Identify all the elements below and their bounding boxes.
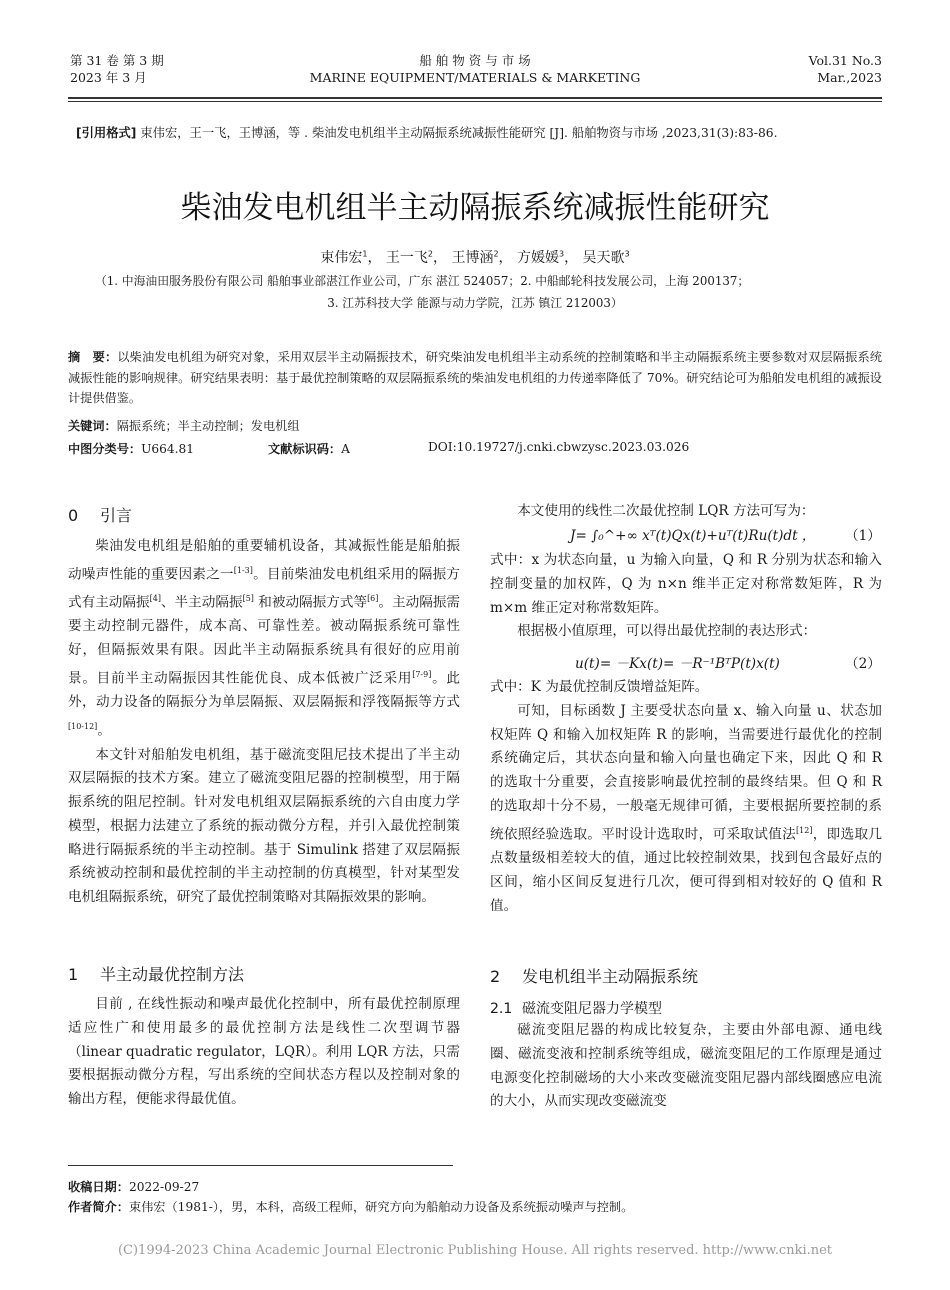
text-run: 。主动隔振需要主动控制元器件，成本高、可靠性差。被动隔振系统可靠性好，但隔振效果有限。因此半主动隔振系统具有很好的应用前景。目前半主动隔振因其性能优良、成本低被广泛采用 xyxy=(68,594,461,687)
citation-format xyxy=(76,123,886,141)
paragraph: 磁流变阻尼器的构成比较复杂，主要由外部电源、通电线圈、磁流变液和控制系统等组成，磁流变阻尼的工作原理是通过电源变化控制磁场的大小来改变磁流变阻尼器内部线圈感应电流的大小，从而实现改变磁流变 xyxy=(490,1022,882,1110)
footnote-rule xyxy=(68,1165,453,1166)
intro-body xyxy=(68,535,460,910)
document-code-label: 文献标识码： xyxy=(268,442,342,456)
author: 王博涵 xyxy=(451,250,494,266)
doi: DOI:10.19727/j.cnki.cbwzysc.2023.03.026 xyxy=(428,440,690,454)
classification-value: U664.81 xyxy=(141,442,195,456)
header-rule-thick xyxy=(68,97,882,99)
received-label: 收稿日期： xyxy=(68,1180,129,1194)
reference: [5] xyxy=(242,594,254,604)
keywords xyxy=(68,417,300,434)
paragraph: 式中：x 为状态向量，u 为输入向量，Q 和 R 分别为状态和输入控制变量的加权阵，Q 为 n×n 维半正定对称常数矩阵，R 为 m×m 维正定对称常数矩阵。 xyxy=(490,552,882,616)
abstract-label: 摘 要： xyxy=(68,350,118,364)
section-number: 0 xyxy=(68,506,79,525)
journal-volume-en xyxy=(809,52,882,86)
section-number: 2.1 xyxy=(490,1001,513,1017)
equation-1: J= ∫₀^+∞ xᵀ(t)Qx(t)+uᵀ(t)Ru(t)dt ， xyxy=(570,528,816,544)
author: 王一飞 xyxy=(385,250,428,266)
author: 方媛媛 xyxy=(517,250,559,266)
affiliation-line-1: （1. 中海油田服务股份有限公司 船舶事业部湛江作业公司，广东 湛江 524057；2. 中船邮轮科技发展公司，上海 200137； xyxy=(95,274,750,288)
text-run: 。此外，动力设备的隔振分为单层隔振、双层隔振和浮筏隔振等方式 xyxy=(68,670,461,711)
equation-2-number: （2） xyxy=(845,656,881,672)
eq1-explanation xyxy=(490,549,882,644)
text-run: 可知，目标函数 J 主要受状态向量 x、输入向量 u、状态加权矩阵 Q 和输入加权矩阵 R 的影响，当需要进行最优化的控制系统确定后，其状态向量和输入向量也确定下来，因此 Q 和 R 的选取十分重要，会直接影响最优控制的最终结果。但 Q 和 R 的选取却十分不易，一般毫无规律可循，主要根据所要控制的系统依照经验选取。平时设计选取时，可采取试值法 xyxy=(490,702,882,843)
section-heading-0 xyxy=(68,503,132,526)
author-bio xyxy=(68,1198,633,1215)
classification-label: 中图分类号： xyxy=(68,442,142,456)
author-bio-label: 作者简介： xyxy=(68,1200,129,1214)
journal-name-cn: 船 舶 物 资 与 市 场 xyxy=(419,53,531,68)
reference: [10-12] xyxy=(68,722,98,732)
paragraph: 本文针对船舶发电机组，基于磁流变阻尼技术提出了半主动双层隔振的技术方案。建立了磁流变阻尼器的控制模型，用于隔振系统的阻尼控制。针对发电机组双层隔振系统的六自由度力学模型，根据力法建立了系统的振动微分方程，并引入最优控制策略进行隔振系统的半主动控制。基于 Simulink 搭建了双层隔振系统被动控制和最优控制的半主动控制的仿真模型，针对某型发电机组隔振系统，研究了最优控制策略对其隔振效果的影响。 xyxy=(68,746,460,906)
received-date xyxy=(68,1178,199,1195)
journal-volume xyxy=(70,52,164,86)
header-rule-thin xyxy=(68,101,882,102)
equation-2: u(t)= －Kx(t)= －R⁻¹BᵀP(t)x(t) xyxy=(575,656,780,672)
reference: [7-9] xyxy=(412,670,432,680)
issue-date-en: Mar.,2023 xyxy=(817,70,882,85)
author-list: 束伟宏$^1$， 王一飞$^2$， 王博涵$^2$， 方媛媛$^3$， 吴天歌$^3$ xyxy=(320,249,630,266)
affiliation-line-2: 3. 江苏科技大学 能源与动力学院，江苏 镇江 212003） xyxy=(327,296,623,310)
author: 吴天歌 xyxy=(582,250,625,266)
author: 束伟宏 xyxy=(320,250,363,266)
equation-1-number: （1） xyxy=(845,528,881,544)
abstract xyxy=(68,347,882,409)
paragraph: 目前 , 在线性振动和噪声最优化控制中，所有最优控制原理适应性广和使用最多的最优控制方法是线性二次型调节器（linear quadratic regulator，LQR）。利用 LQR 方法，只需要根据振动微分方程，写出系统的空间状态方程以及控制对象的输出方程，便能求得最优值。 xyxy=(68,996,460,1108)
text-run: 和被动隔振方式等 xyxy=(253,594,368,611)
reference: [6] xyxy=(367,594,379,604)
volume-issue-en: Vol.31 No.3 xyxy=(808,53,882,68)
section-2-1-body xyxy=(490,1019,882,1114)
document-code-value: A xyxy=(341,442,350,456)
journal-name-en: MARINE EQUIPMENT/MATERIALS & MARKETING xyxy=(309,70,641,85)
text-run: 。 xyxy=(97,722,111,739)
section-heading-2 xyxy=(490,964,698,987)
paper-title: 柴油发电机组半主动隔振系统减振性能研究 xyxy=(180,190,770,226)
author-bio-text: 束伟宏（1981-），男，本科，高级工程师，研究方向为船舶动力设备及系统振动噪声与控制。 xyxy=(128,1200,634,1214)
lqr-intro xyxy=(490,500,882,524)
text-run: 、半主动隔振 xyxy=(160,594,243,611)
received-value: 2022-09-27 xyxy=(128,1180,200,1194)
section-1-body xyxy=(68,993,460,1112)
citation-label: [引用格式] xyxy=(76,126,137,140)
reference: [4] xyxy=(149,594,161,604)
paragraph: 本文使用的线性二次最优控制 LQR 方法可写为： xyxy=(517,503,815,519)
author-aff: 3 xyxy=(624,249,630,259)
issue-date: 2023 年 3 月 xyxy=(70,70,147,85)
abstract-text: 以柴油发电机组为研究对象，采用双层半主动隔振技术，研究柴油发电机组半主动系统的控制策略和半主动隔振系统主要参数对双层隔振系统减振性能的影响规律。研究结果表明：基于最优控制策略的双层隔振系统的柴油发电机组的力传递率降低了 70%。研究结论可为船舶发电机组的减振设计提供借鉴。 xyxy=(68,350,883,405)
text-run: 柴油发电机组是船舶的重要辅机设备，其减振性能是船舶振动噪声性能的重要因素之一 xyxy=(68,538,460,583)
text-run: 。目前柴油发电机组采用的隔振方式有主动隔振 xyxy=(68,566,461,611)
citation-text: 束伟宏，王一飞，王博涵，等 . 柴油发电机组半主动隔振系统减振性能研究 [J]. 船舶物资与市场 ,2023,31(3):83-86. xyxy=(140,126,778,140)
author-aff: 2 xyxy=(427,249,433,259)
section-title: 半主动最优控制方法 xyxy=(100,965,245,984)
reference: [12] xyxy=(796,825,813,835)
text-run: ，即选取几点数量级相差较大的值，通过比较控制效果，找到包含最好点的区间，缩小区间反复进行几次，便可得到相对较好的 Q 值和 R 值。 xyxy=(490,826,883,914)
section-title: 发电机组半主动隔振系统 xyxy=(522,967,699,986)
classification-number xyxy=(68,440,194,457)
journal-name xyxy=(250,52,700,86)
section-number: 1 xyxy=(68,965,79,984)
paragraph: 式中：K 为最优控制反馈增益矩阵。 xyxy=(490,679,709,695)
copyright-watermark: (C)1994-2023 China Academic Journal Electronic Publishing House. All rights reserved. http://www.cnki.net xyxy=(117,1243,833,1258)
section-title: 引言 xyxy=(100,506,133,525)
reference: [1-3] xyxy=(233,565,253,575)
author-aff: 2 xyxy=(493,249,499,259)
keywords-text: 隔振系统；半主动控制；发电机组 xyxy=(116,419,300,433)
document-code xyxy=(268,440,350,457)
section-title: 磁流变阻尼器力学模型 xyxy=(522,1001,662,1017)
subsection-heading-2-1 xyxy=(490,998,662,1018)
paragraph xyxy=(490,700,882,919)
paragraph: 根据极小值原理，可以得出最优控制的表达形式： xyxy=(517,623,817,640)
author-aff: 3 xyxy=(559,249,565,259)
eq2-explanation xyxy=(490,676,882,919)
volume-issue: 第 31 卷 第 3 期 xyxy=(70,53,164,68)
author-aff: 1 xyxy=(362,249,368,259)
section-heading-1 xyxy=(68,962,244,985)
paragraph xyxy=(68,535,460,744)
section-number: 2 xyxy=(490,967,501,986)
keywords-label: 关键词： xyxy=(68,419,117,433)
